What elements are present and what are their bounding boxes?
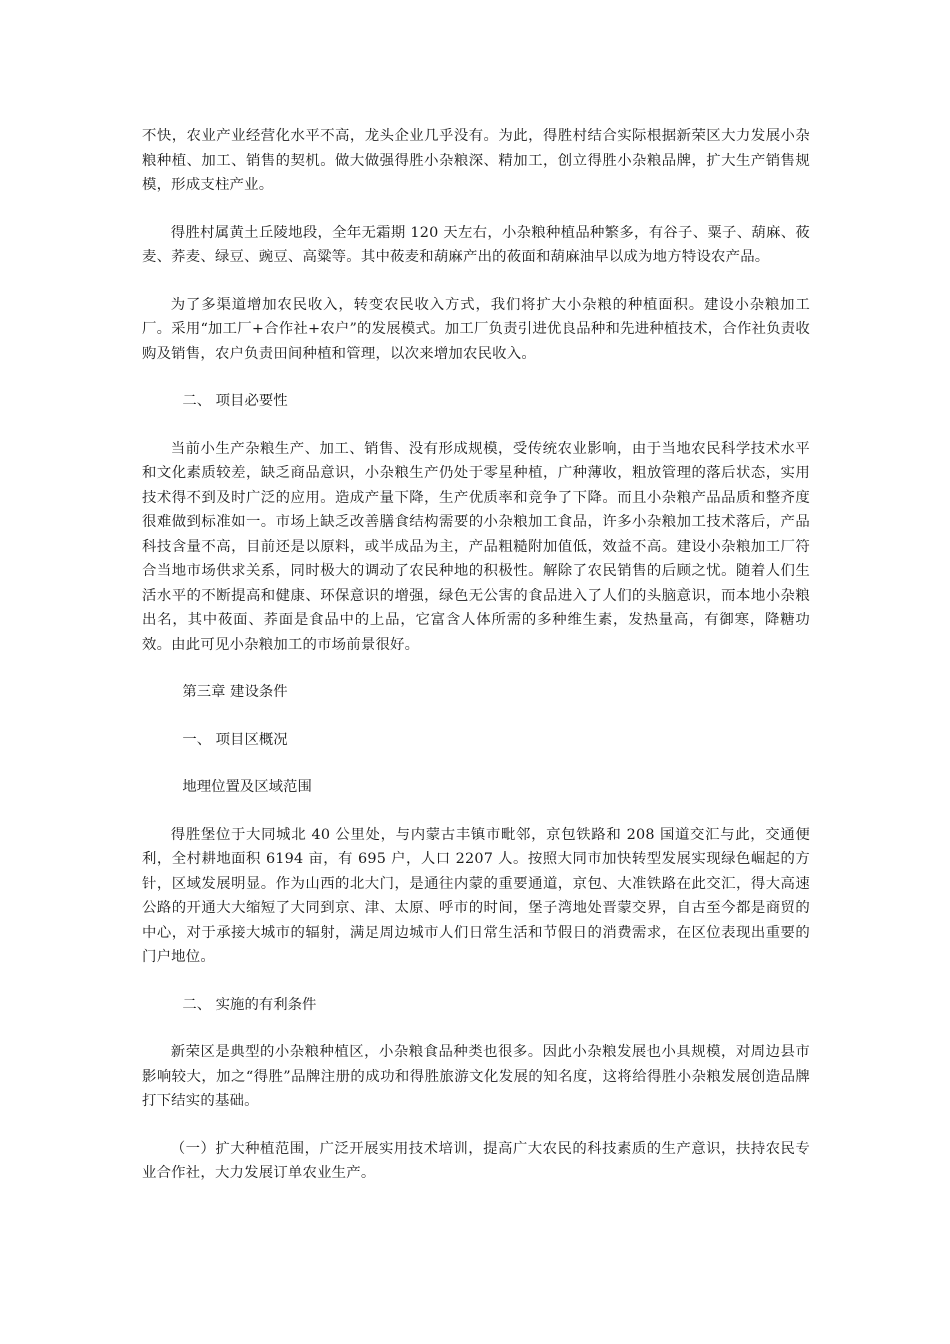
paragraph-village-terrain: 得胜村属黄土丘陵地段，全年无霜期 120 天左右，小杂粮种植品种繁多，有谷子、粟子、葫麻、莜麦、荞麦、绿豆、豌豆、高粱等。其中莜麦和葫麻产出的莜面和葫麻油早以成为地方特设农产品。 <box>142 224 810 265</box>
chapter-heading-construction-conditions: 第三章 建设条件 <box>182 684 288 700</box>
paragraph-intro-continuation: 不快，农业产业经营化水平不高，龙头企业几乎没有。为此，得胜村结合实际根据新荣区大力发展小杂粮种植、加工、销售的契机。做大做强得胜小杂粮深、精加工，创立得胜小杂粮品牌，扩大生产销售规模，形成支柱产业。 <box>142 128 810 193</box>
paragraph-income-plan: 为了多渠道增加农民收入，转变农民收入方式，我们将扩大小杂粮的种植面积。建设小杂粮加工厂。采用“加工厂+合作社+农户”的发展模式。加工厂负责引进优良品种和先进种植技术，合作社负责收购及销售，农户负责田间种植和管理，以次来增加农民收入。 <box>142 296 810 362</box>
section-heading-favorable-conditions: 二、 实施的有利条件 <box>182 996 317 1013</box>
paragraph-expand-planting: （一）扩大种植范围，广泛开展实用技术培训，提高广大农民的科技素质的生产意识，扶持农民专业合作社，大力发展订单农业生产。 <box>142 1140 810 1181</box>
subsection-heading-location: 地理位置及区域范围 <box>182 779 312 795</box>
paragraph-location: 得胜堡位于大同城北 40 公里处，与内蒙古丰镇市毗邻，京包铁路和 208 国道交汇与此，交通便利，全村耕地面积 6194 亩，有 695 户，人口 2207 人。按照大同市加快转型发展实现绿色崛起的方针，区域发展明显。作为山西的北大门，是通往内蒙的重要通道，京包、大准铁路在此交汇，得大高速公路的开通大大缩短了大同到京、津、太原、呼市的时间，堡子湾地处晋蒙交界，自古至今都是商贸的中心，对于承接大城市的辐射，满足周边城市人们日常生活和节假日的消费需求，在区位表现出重要的门户地位。 <box>142 826 810 965</box>
document-page <box>142 124 810 1209</box>
paragraph-necessity: 当前小生产杂粮生产、加工、销售、没有形成规模，受传统农业影响，由于当地农民科学技术水平和文化素质较差，缺乏商品意识，小杂粮生产仍处于零星种植，广种薄收，粗放管理的落后状态，实用技术得不到及时广泛的应用。造成产量下降，生产优质率和竞争了下降。而且小杂粮产品品质和整齐度很难做到标准如一。市场上缺乏改善膳食结构需要的小杂粮加工食品，许多小杂粮加工技术落后，产品科技含量不高，目前还是以原料，或半成品为主，产品粗糙附加值低，效益不高。建设小杂粮加工厂符合当地市场供求关系，同时极大的调动了农民种地的积极性。解除了农民销售的后顾之忧。随着人们生活水平的不断提高和健康、环保意识的增强，绿色无公害的食品进入了人们的头脑意识，而本地小杂粮出名，其中莜面、荞面是食品中的上品，它富含人体所需的多种维生素，发热量高，有御寒，降糖功效。由此可见小杂粮加工的市场前景很好。 <box>142 440 810 653</box>
paragraph-favorable-conditions: 新荣区是典型的小杂粮种植区，小杂粮食品种类也很多。因此小杂粮发展也小具规模，对周边县市影响较大，加之“得胜”品牌注册的成功和得胜旅游文化发展的知名度，这将给得胜小杂粮发展创造品牌打下结实的基础。 <box>142 1044 810 1109</box>
section-heading-project-overview: 一、 项目区概况 <box>182 731 288 748</box>
section-heading-necessity: 二、 项目必要性 <box>182 393 288 409</box>
